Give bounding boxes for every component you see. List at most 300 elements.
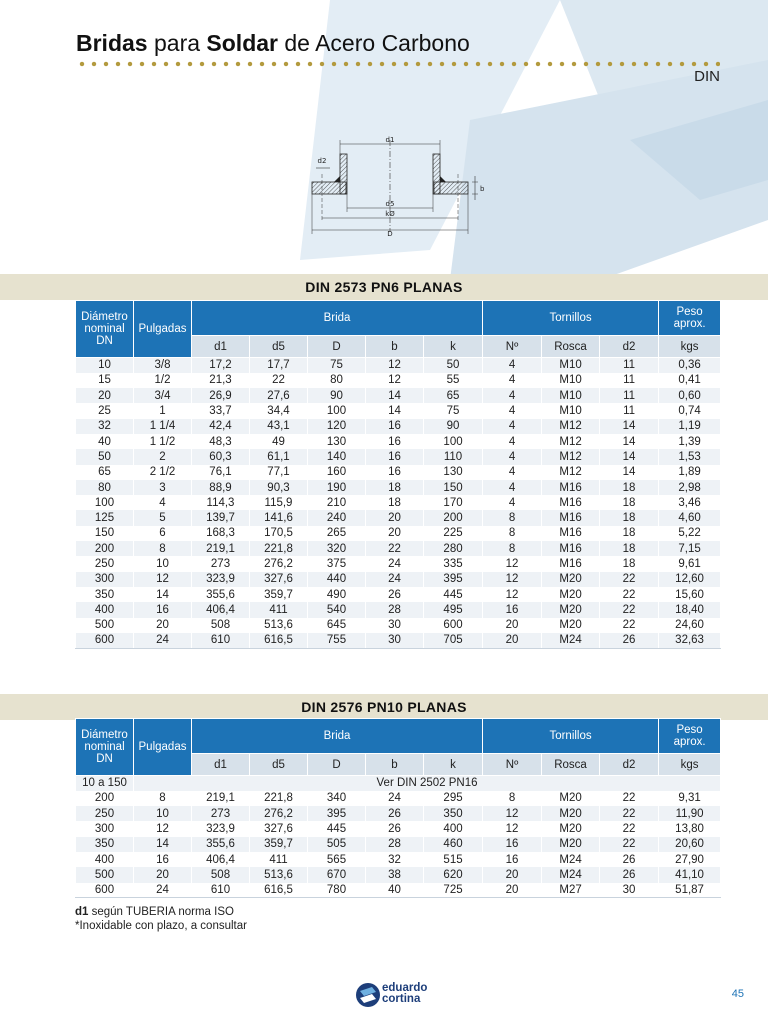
table-cell: 75 [424, 403, 483, 418]
table-cell: M27 [542, 883, 600, 898]
table-cell: 4,60 [659, 510, 721, 525]
table-cell: 5,22 [659, 526, 721, 541]
table-cell: 12 [483, 556, 542, 571]
table-cell: 15,60 [659, 587, 721, 602]
table-cell: 27,6 [250, 388, 308, 403]
table-cell: 43,1 [250, 419, 308, 434]
table-cell: 22 [600, 791, 659, 806]
table-cell: 725 [424, 883, 483, 898]
table-cell: 515 [424, 852, 483, 867]
table-cell: 219,1 [192, 541, 250, 556]
table-cell: M20 [542, 587, 600, 602]
table-cell: 0,74 [659, 403, 721, 418]
table-cell: 3 [134, 480, 192, 495]
table-cell: 40 [76, 434, 134, 449]
table-cell: 327,6 [250, 821, 308, 836]
table-cell: 16 [134, 852, 192, 867]
table-cell: 440 [308, 572, 366, 587]
table-cell: 445 [308, 821, 366, 836]
table-cell: 30 [600, 883, 659, 898]
table-cell: 4 [483, 434, 542, 449]
table-cell: 190 [308, 480, 366, 495]
table-cell: 0,41 [659, 373, 721, 388]
table-cell: 411 [250, 602, 308, 617]
table-cell: 160 [308, 465, 366, 480]
table-cell: 16 [134, 602, 192, 617]
col-subheader-8: kgs [659, 336, 721, 358]
table-row-ref [76, 776, 721, 791]
table-cell: 1,53 [659, 449, 721, 464]
table-cell: 400 [76, 852, 134, 867]
table1-title: DIN 2573 PN6 PLANAS [305, 279, 463, 295]
table-cell: 2 1/2 [134, 465, 192, 480]
col-subheader-3: b [366, 336, 424, 358]
col-header-dn: Diámetro nominal DN [76, 301, 134, 358]
table-cell: 4 [134, 495, 192, 510]
table-cell: 130 [308, 434, 366, 449]
table-cell: 14 [600, 434, 659, 449]
table-cell: 300 [76, 572, 134, 587]
flange-technical-drawing [300, 132, 490, 240]
table-row [76, 465, 721, 480]
col-subheader-8: kgs [659, 754, 721, 776]
svg-text:d5: d5 [385, 200, 395, 208]
table-cell: 780 [308, 883, 366, 898]
table-cell: 395 [424, 572, 483, 587]
table-cell: 406,4 [192, 602, 250, 617]
table-cell: 1/2 [134, 373, 192, 388]
table-cell: 80 [308, 373, 366, 388]
table-cell: 500 [76, 867, 134, 882]
col-header-pulgadas: Pulgadas [134, 719, 192, 776]
table-cell: 265 [308, 526, 366, 541]
table-cell: 38 [366, 867, 424, 882]
table-cell: 327,6 [250, 572, 308, 587]
table-cell: 49 [250, 434, 308, 449]
table-cell: 12,60 [659, 572, 721, 587]
table-cell: 320 [308, 541, 366, 556]
table-cell: 16 [366, 419, 424, 434]
table-cell: 406,4 [192, 852, 250, 867]
table-cell: M12 [542, 449, 600, 464]
table-cell: 26,9 [192, 388, 250, 403]
table-cell: 11 [600, 403, 659, 418]
table-cell: 17,2 [192, 358, 250, 373]
table-cell: M20 [542, 602, 600, 617]
table-cell: 705 [424, 633, 483, 648]
table-cell: 24 [366, 556, 424, 571]
table-cell: M20 [542, 791, 600, 806]
table-cell: 14 [366, 388, 424, 403]
table-row [76, 373, 721, 388]
table-cell: 114,3 [192, 495, 250, 510]
table-cell: 76,1 [192, 465, 250, 480]
dotted-separator [76, 61, 720, 67]
table-cell: 4 [483, 373, 542, 388]
table-cell: 10 [134, 806, 192, 821]
table-cell: M16 [542, 526, 600, 541]
col-subheader-7: d2 [600, 336, 659, 358]
table-cell: 12 [134, 572, 192, 587]
table-cell: 20 [483, 883, 542, 898]
table-row [76, 587, 721, 602]
table-cell: 139,7 [192, 510, 250, 525]
table-cell: 273 [192, 806, 250, 821]
table-cell: M12 [542, 419, 600, 434]
table-cell: 150 [76, 526, 134, 541]
table-cell: 273 [192, 556, 250, 571]
table-row [76, 449, 721, 464]
title-text-para: para [147, 30, 207, 56]
table-cell: 26 [600, 852, 659, 867]
table-row [76, 852, 721, 867]
svg-text:kØ: kØ [385, 210, 395, 218]
table-cell: 7,15 [659, 541, 721, 556]
table-cell: 20 [483, 867, 542, 882]
table-cell: 355,6 [192, 837, 250, 852]
table-cell: 359,7 [250, 837, 308, 852]
table-cell: 22 [600, 618, 659, 633]
page-title [76, 30, 470, 57]
table-cell: 18 [600, 495, 659, 510]
table-row [76, 358, 721, 373]
table-cell: 80 [76, 480, 134, 495]
col-subheader-6: Rosca [542, 336, 600, 358]
table-cell: 55 [424, 373, 483, 388]
table-cell: 221,8 [250, 791, 308, 806]
table-cell: 18 [600, 541, 659, 556]
table-cell: 18,40 [659, 602, 721, 617]
table-cell: 445 [424, 587, 483, 602]
col-subheader-1: d5 [250, 754, 308, 776]
table-cell: 8 [483, 510, 542, 525]
table-cell: 2 [134, 449, 192, 464]
col-header-pulgadas: Pulgadas [134, 301, 192, 358]
table-cell: 600 [76, 633, 134, 648]
table-cell: 12 [483, 821, 542, 836]
table-cell: 41,10 [659, 867, 721, 882]
table-cell: 32 [366, 852, 424, 867]
table-cell: 14 [134, 587, 192, 602]
table-cell: 4 [483, 465, 542, 480]
table-cell: 26 [366, 806, 424, 821]
table-cell: 565 [308, 852, 366, 867]
table-cell: 12 [134, 821, 192, 836]
svg-text:d2: d2 [317, 157, 327, 165]
table-cell: 26 [600, 867, 659, 882]
table-row [76, 821, 721, 836]
table-cell: 12 [483, 572, 542, 587]
table-cell: M20 [542, 572, 600, 587]
table-cell: 12 [366, 373, 424, 388]
table-cell: 115,9 [250, 495, 308, 510]
table-row [76, 419, 721, 434]
page-number: 45 [731, 988, 744, 1000]
footnotes [75, 905, 247, 933]
table-cell: 28 [366, 837, 424, 852]
table-cell: 9,61 [659, 556, 721, 571]
table-cell: 1 [134, 403, 192, 418]
table-din2573 [75, 300, 721, 649]
table-cell: 11 [600, 388, 659, 403]
table-row [76, 495, 721, 510]
table-cell: 355,6 [192, 587, 250, 602]
svg-text:b: b [480, 185, 485, 193]
table-cell: 755 [308, 633, 366, 648]
table-cell: 32,63 [659, 633, 721, 648]
table-cell: 5 [134, 510, 192, 525]
table-cell: 40 [366, 883, 424, 898]
table-cell: 200 [76, 791, 134, 806]
table-cell: M24 [542, 633, 600, 648]
table-cell: 14 [600, 419, 659, 434]
table-cell: M12 [542, 434, 600, 449]
table-row [76, 388, 721, 403]
table-cell: 295 [424, 791, 483, 806]
table-row [76, 602, 721, 617]
table-cell: 4 [483, 449, 542, 464]
table-cell: 18 [600, 480, 659, 495]
table-cell: 1,89 [659, 465, 721, 480]
col-header-peso: Peso aprox. [659, 301, 721, 336]
table-cell: 26 [600, 633, 659, 648]
table-cell: 24 [366, 791, 424, 806]
table-cell: M20 [542, 618, 600, 633]
col-subheader-5: Nº [483, 754, 542, 776]
table-cell: 24 [134, 883, 192, 898]
table-cell: 88,9 [192, 480, 250, 495]
table-cell: 395 [308, 806, 366, 821]
table-cell: 28 [366, 602, 424, 617]
table-cell: 495 [424, 602, 483, 617]
table-cell: 645 [308, 618, 366, 633]
table-cell: 90 [308, 388, 366, 403]
table-row [76, 526, 721, 541]
table-cell: 141,6 [250, 510, 308, 525]
table-cell: 513,6 [250, 618, 308, 633]
table-cell: M10 [542, 403, 600, 418]
table-cell: 221,8 [250, 541, 308, 556]
title-text-rest: de Acero Carbono [278, 30, 470, 56]
table-cell: 170 [424, 495, 483, 510]
table-cell: 150 [424, 480, 483, 495]
table-cell: 1 1/2 [134, 434, 192, 449]
col-subheader-7: d2 [600, 754, 659, 776]
table-cell: 22 [366, 541, 424, 556]
col-subheader-3: b [366, 754, 424, 776]
table-cell: 616,5 [250, 883, 308, 898]
table-cell: 323,9 [192, 821, 250, 836]
footnote-d1-key: d1 [75, 906, 89, 918]
table-cell: M20 [542, 806, 600, 821]
table-cell: 18 [600, 556, 659, 571]
table-row [76, 837, 721, 852]
table-cell: 27,90 [659, 852, 721, 867]
table-cell: 20 [134, 867, 192, 882]
table-cell: 16 [483, 837, 542, 852]
table-cell: 24 [134, 633, 192, 648]
table-cell: 350 [76, 587, 134, 602]
table-cell: 300 [76, 821, 134, 836]
table-row [76, 541, 721, 556]
table-cell: 26 [366, 821, 424, 836]
cell-dn-range: 10 a 150 [76, 776, 134, 791]
col-subheader-1: d5 [250, 336, 308, 358]
col-header-tornillos: Tornillos [483, 719, 659, 754]
table-cell: M12 [542, 465, 600, 480]
col-subheader-6: Rosca [542, 754, 600, 776]
table-cell: 411 [250, 852, 308, 867]
table-cell: 12 [366, 358, 424, 373]
table-cell: 110 [424, 449, 483, 464]
table-cell: 16 [483, 852, 542, 867]
table-cell: 490 [308, 587, 366, 602]
table-cell: 8 [134, 791, 192, 806]
table-cell: 16 [366, 465, 424, 480]
title-bold-soldar: Soldar [206, 30, 278, 56]
standard-label: DIN [694, 68, 720, 85]
table-cell: 22 [600, 837, 659, 852]
table-cell: 65 [76, 465, 134, 480]
table-cell: 6 [134, 526, 192, 541]
table-cell: 500 [76, 618, 134, 633]
table-cell: 16 [366, 449, 424, 464]
table-cell: 508 [192, 618, 250, 633]
table-cell: 12 [483, 806, 542, 821]
table-cell: 505 [308, 837, 366, 852]
table-cell: 65 [424, 388, 483, 403]
table-cell: 350 [424, 806, 483, 821]
table-cell: M16 [542, 541, 600, 556]
table-cell: 22 [600, 587, 659, 602]
table-cell: 18 [600, 510, 659, 525]
table-cell: 335 [424, 556, 483, 571]
table-cell: 168,3 [192, 526, 250, 541]
table-row [76, 556, 721, 571]
table-cell: 513,6 [250, 867, 308, 882]
col-subheader-4: k [424, 754, 483, 776]
table-cell: 24 [366, 572, 424, 587]
table-cell: 1,19 [659, 419, 721, 434]
table-cell: 14 [600, 449, 659, 464]
table-row [76, 510, 721, 525]
table-cell: 26 [366, 587, 424, 602]
table-cell: 20 [483, 633, 542, 648]
table-cell: 33,7 [192, 403, 250, 418]
svg-text:d1: d1 [385, 136, 395, 144]
table-row [76, 867, 721, 882]
table-cell: 210 [308, 495, 366, 510]
table-cell: 20,60 [659, 837, 721, 852]
table-cell: M20 [542, 837, 600, 852]
table-cell: 460 [424, 837, 483, 852]
table-cell: 50 [424, 358, 483, 373]
table-cell: 240 [308, 510, 366, 525]
table-cell: 16 [483, 602, 542, 617]
table-cell: 400 [76, 602, 134, 617]
table-cell: 75 [308, 358, 366, 373]
table-cell: 3,46 [659, 495, 721, 510]
table-cell: 3/4 [134, 388, 192, 403]
table-cell: 280 [424, 541, 483, 556]
table-cell: M24 [542, 867, 600, 882]
table-cell: 359,7 [250, 587, 308, 602]
table-cell: 140 [308, 449, 366, 464]
col-subheader-2: D [308, 754, 366, 776]
table-cell: 14 [600, 465, 659, 480]
table-row [76, 883, 721, 898]
table-cell: 200 [76, 541, 134, 556]
table-cell: 610 [192, 883, 250, 898]
title-bold-bridas: Bridas [76, 30, 148, 56]
table-cell: 0,36 [659, 358, 721, 373]
table-cell: 61,1 [250, 449, 308, 464]
svg-text:D: D [387, 230, 393, 238]
table-cell: 25 [76, 403, 134, 418]
table-cell: 51,87 [659, 883, 721, 898]
table-cell: 170,5 [250, 526, 308, 541]
col-subheader-5: Nº [483, 336, 542, 358]
table-cell: 16 [366, 434, 424, 449]
table-cell: 17,7 [250, 358, 308, 373]
table-cell: 90,3 [250, 480, 308, 495]
table-cell: M24 [542, 852, 600, 867]
table-cell: 22 [600, 602, 659, 617]
table-row [76, 434, 721, 449]
table-cell: 670 [308, 867, 366, 882]
col-subheader-0: d1 [192, 336, 250, 358]
table-cell: 20 [366, 526, 424, 541]
table-cell: 340 [308, 791, 366, 806]
col-subheader-0: d1 [192, 754, 250, 776]
table-cell: 0,60 [659, 388, 721, 403]
table-cell: 620 [424, 867, 483, 882]
table-cell: 10 [76, 358, 134, 373]
table-cell: 610 [192, 633, 250, 648]
table-cell: 11 [600, 358, 659, 373]
table-cell: 15 [76, 373, 134, 388]
table-cell: M16 [542, 495, 600, 510]
table-cell: 3/8 [134, 358, 192, 373]
table-cell: 18 [366, 480, 424, 495]
table-din2576 [75, 718, 721, 898]
col-header-dn: Diámetro nominal DN [76, 719, 134, 776]
table-row [76, 480, 721, 495]
brand-name [382, 983, 427, 1005]
table-cell: 8 [483, 541, 542, 556]
table-cell: 21,3 [192, 373, 250, 388]
table-cell: M16 [542, 556, 600, 571]
col-header-tornillos: Tornillos [483, 301, 659, 336]
table-cell: M10 [542, 373, 600, 388]
table-cell: 22 [600, 821, 659, 836]
table-cell: 20 [366, 510, 424, 525]
col-subheader-2: D [308, 336, 366, 358]
table-cell: 20 [483, 618, 542, 633]
table-cell: 20 [134, 618, 192, 633]
table-cell: 50 [76, 449, 134, 464]
table-cell: 130 [424, 465, 483, 480]
table-cell: 8 [483, 791, 542, 806]
footnote-d1 [75, 905, 247, 919]
table-cell: 11,90 [659, 806, 721, 821]
col-header-peso: Peso aprox. [659, 719, 721, 754]
table-cell: 100 [424, 434, 483, 449]
table-cell: 22 [600, 806, 659, 821]
table-cell: 90 [424, 419, 483, 434]
table-cell: 276,2 [250, 556, 308, 571]
table-row [76, 403, 721, 418]
